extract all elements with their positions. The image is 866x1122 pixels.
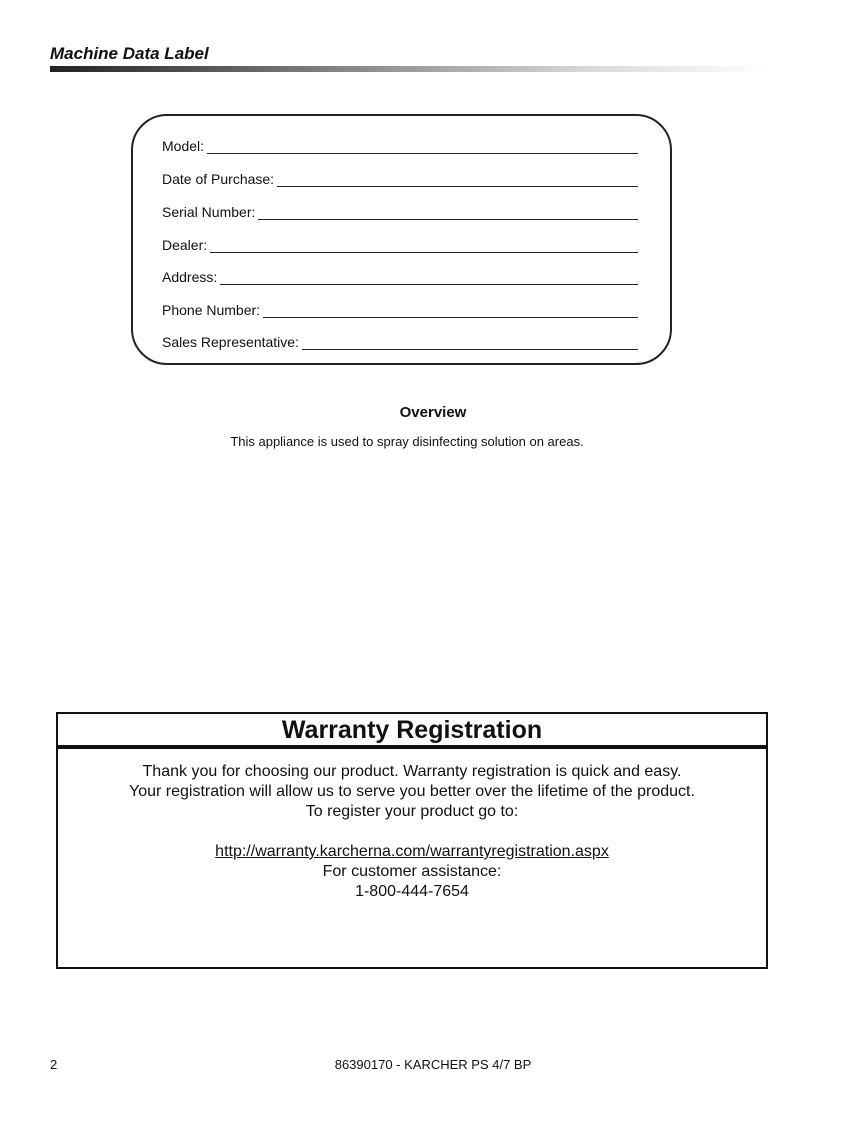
field-phone-number (162, 302, 638, 318)
field-blank-line (207, 141, 638, 154)
field-blank-line (277, 174, 638, 187)
document-id: 86390170 - KARCHER PS 4/7 BP (334, 1057, 532, 1072)
customer-assistance-label: For customer assistance: (322, 863, 502, 880)
field-blank-line (302, 337, 638, 350)
field-label: Serial Number: (162, 204, 256, 220)
field-label: Sales Representative: (162, 334, 299, 350)
field-dealer (162, 237, 638, 253)
field-label: Address: (162, 269, 218, 285)
field-blank-line (258, 207, 638, 220)
field-label: Date of Purchase: (162, 171, 275, 187)
overview-heading: Overview (399, 404, 467, 421)
field-label: Phone Number: (162, 302, 261, 318)
warranty-line: Your registration will allow us to serve you better over the lifetime of the product. (129, 783, 695, 800)
overview-text: This appliance is used to spray disinfecting solution on areas. (230, 434, 584, 449)
title-rule (50, 66, 766, 72)
field-date-of-purchase (162, 171, 638, 187)
warranty-registration-link[interactable]: http://warranty.karcherna.com/warrantyregistration.aspx (215, 843, 609, 860)
customer-assistance-phone: 1-800-444-7654 (355, 883, 469, 900)
field-address (162, 269, 638, 285)
warranty-title: Warranty Registration (58, 714, 766, 749)
field-serial-number (162, 204, 638, 220)
warranty-line: To register your product go to: (305, 803, 519, 820)
page-number: 2 (50, 1057, 58, 1072)
section-title: Machine Data Label (50, 44, 209, 63)
field-sales-representative (162, 334, 638, 350)
machine-data-label-box (131, 114, 672, 365)
warranty-body (58, 749, 766, 902)
warranty-registration-box (56, 712, 768, 969)
field-blank-line (220, 272, 638, 285)
field-blank-line (210, 240, 638, 253)
field-label: Dealer: (162, 237, 208, 253)
field-label: Model: (162, 138, 205, 154)
spacer (58, 822, 766, 842)
field-blank-line (263, 305, 638, 318)
warranty-line: Thank you for choosing our product. Warranty registration is quick and easy. (142, 763, 682, 780)
field-model (162, 138, 638, 154)
